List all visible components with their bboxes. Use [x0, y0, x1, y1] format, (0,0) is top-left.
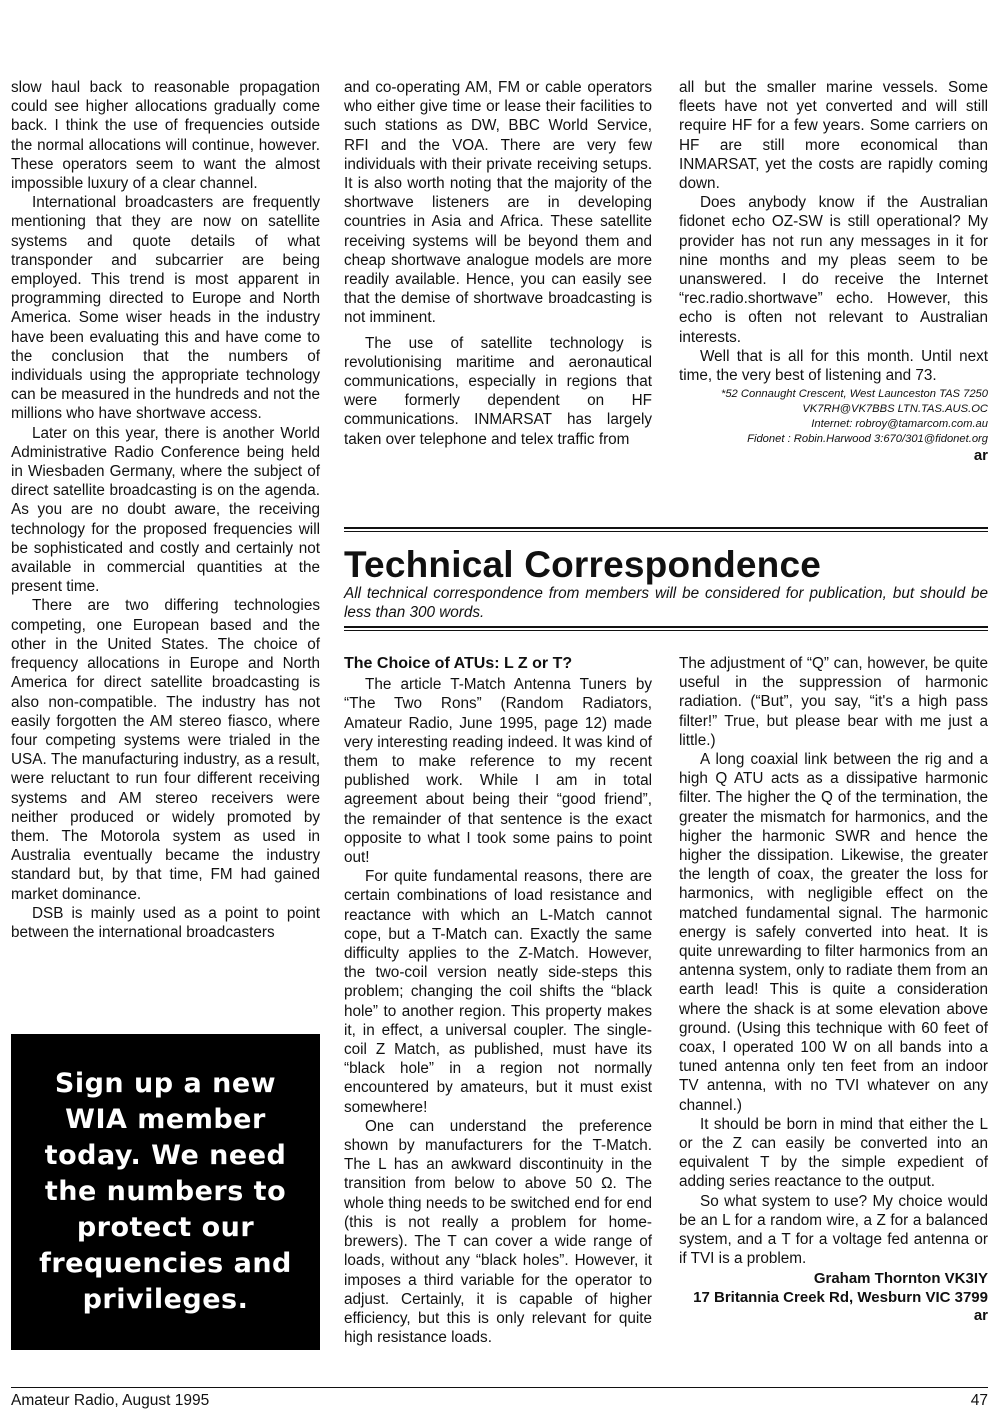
column-2 [344, 78, 652, 449]
promo-box [11, 1034, 320, 1350]
paragraph: The adjustment of “Q” can, however, be quite useful in the suppression of harmonic radiation. (“But”, you say, “it's a high pass filter!” True, but please bear with me just a little.) [679, 655, 988, 749]
section-title: Technical Correspondence [344, 544, 822, 585]
paragraph: So what system to use? My choice would be an L for a random wire, a Z for a balanced system, and a T for a voltage fed antenna or if TVI is a problem. [679, 1192, 988, 1268]
footer-rule [11, 1387, 988, 1388]
letter-column-1 [344, 654, 652, 1347]
paragraph: For quite fundamental reasons, there are certain combinations of load resistance and reactance with which an L-Match cannot cope, but a T-Match can. Exactly the same difficulty applies to the Z-Match. However, the two-coil version neatly side-steps this problem; changing the coil shifts the “black hole” to another region. This property makes it, in effect, a universal coupler. The single-coil Z Match, as published, must have its “black hole” in a region not normally encountered by amateurs, but it must exist somewhere! [344, 868, 652, 1116]
signature-name: Graham Thornton VK3IY [813, 1269, 988, 1287]
paragraph: One can understand the preference shown by manufacturers for the T-Match. The L has an awkward discontinuity in the transition from below to above 50 Ω. The whole thing needs to be switched end for end (this is not really a problem for home-brewers). The T can cover a wide range of loads, without any “black holes”. However, it imposes a third variable for the operator to adjust. Certainly, it is capable of higher efficiency, but this is only relevant for quite high resistance loads. [344, 1117, 652, 1347]
paragraph: The use of satellite technology is revolutionising maritime and aeronautical communications, especially in regions that were formerly dependent on HF communications. INMARSAT has largely taken over telephone and telex traffic from [344, 334, 652, 448]
paragraph: Does anybody know if the Australian fidonet echo OZ-SW is still operational? My provider has not run any messages in it for nine months and my pleas seem to be unanswered. I do receive the Internet “rec.radio.shortwave” echo. However, this echo is often not relevant to Australian interests. [679, 194, 988, 346]
paragraph: A long coaxial link between the rig and a high Q ATU acts as a dissipative harmonic filter. The higher the Q of the termination, the greater the mismatch for harmonics, and the higher the harmonic SWR and hence the higher the dissipation. Likewise, the greater the length of coax, the greater the loss for harmonics, with negligible effect on the matched fundamental signal. The harmonic energy is safely converted into heat. It is quite unrewarding to filter harmonics from an antenna system, only to radiate them from an earth lead! This is quite a consideration where the shack is at some elevation above ground. (Using this technique with 60 feet of coax, I operated 100 W on all bands into a tuned antenna only ten feet from an indoor TV antenna, with no TVI whatever on any channel.) [679, 751, 988, 1114]
paragraph: It should be born in mind that either the L or the Z can easily be converted into an equivalent T by the simple expedient of adding series reactance to the output. [679, 1115, 988, 1191]
paragraph: The article T-Match Antenna Tuners by “The Two Rons” (Random Radiators, Amateur Radio, June 1995, page 12) made very interesting reading indeed. It was kind of them to make reference to my recent published work. While I am in total agreement about being their “good friend”, the remainder of that sentence is the exact opposite to what I took some pains to point out! [344, 676, 652, 867]
column-1 [11, 78, 320, 942]
paragraph: International broadcasters are frequently mentioning that they are now on satellite systems and quote details of what transponder and subcarrier are being employed. This trend is most apparent in programming directed to Europe and North America. Some wiser heads in the industry have been evaluating this and have come to the conclusion that the numbers of individuals using the appropriate technology can be measured in the hundreds and not the millions who have shortwave access. [11, 194, 320, 423]
author-address [679, 387, 988, 447]
address-line: Internet: robroy@tamarcom.com.au [811, 418, 988, 431]
paragraph: Later on this year, there is another World Administrative Radio Conference being held in Wiesbaden Germany, where the subject of direct satellite broadcasting is on the agenda. As you are no doubt aware, the receiving technology for the proposed frequencies will be sophisticated and costly and certainly not available in commercial quantities at the present time. [11, 424, 320, 596]
address-line: VK7RH@VK7BBS LTN.TAS.AUS.OC [802, 403, 988, 416]
address-line: Fidonet : Robin.Harwood 3:670/301@fidonet.org [747, 433, 988, 446]
page-number: 47 [970, 1392, 988, 1409]
signature-address: 17 Britannia Creek Rd, Wesburn VIC 3799 [693, 1288, 988, 1306]
address-line: *52 Connaught Crescent, West Launceston TAS 7250 [720, 388, 988, 401]
section-intro: All technical correspondence from members will be considered for publication, but should be less than 300 words. [344, 585, 988, 621]
section-rule-top [344, 527, 988, 532]
paragraph: There are two differing technologies competing, one European based and the other in the United States. The choice of frequency allocations in Europe and North America for direct satellite broadcasting is also non-compatible. The industry has not easily forgotten the AM stereo fiasco, where four competing systems were trialed in the USA. The manufacturing industry, as a result, were reluctant to run four different receiving systems and AM stereo receivers were neither produced or widely promoted by them. The Motorola system as used in Australia eventually became the industry standard but, by that time, FM had gained market dominance. [11, 597, 320, 903]
column-3 [679, 78, 988, 465]
paragraph: slow haul back to reasonable propagation could see higher allocations gradually come back. I think the use of frequencies outside the normal allocations will continue, however. These operators seem to want the almost impossible luxury of a clear channel. [11, 79, 320, 193]
paragraph: and co-operating AM, FM or cable operators who either give time or lease their facilities to such stations as DW, BBC World Service, RFI and the VOA. There are very few individuals with their private receiving setups. It is also worth noting that the majority of the shortwave listeners are in developing countries in Asia and Africa. These satellite receiving systems will be beyond them and cheap shortwave analogue models are more readily available. Hence, you can easily see that the demise of shortwave broadcasting is not imminent. [344, 79, 652, 327]
paragraph: DSB is mainly used as a point to point between the international broadcasters [11, 904, 320, 941]
letter-column-2 [679, 654, 988, 1325]
end-mark: ar [973, 447, 988, 465]
paragraph: all but the smaller marine vessels. Some fleets have not yet converted and will still require HF for a few years. Some carriers on HF are still more economical than INMARSAT, yet the costs are rapidly coming down. [679, 79, 988, 193]
section-rule-bottom [344, 626, 988, 631]
end-mark: ar [973, 1306, 988, 1324]
letter-heading: The Choice of ATUs: L Z or T? [344, 655, 573, 672]
promo-text: Sign up a new WIA member today. We need the numbers to protect our frequencies and privileges. [39, 1068, 292, 1315]
footer-publication: Amateur Radio, August 1995 [11, 1392, 210, 1409]
paragraph: Well that is all for this month. Until next time, the very best of listening and 73. [679, 347, 988, 385]
